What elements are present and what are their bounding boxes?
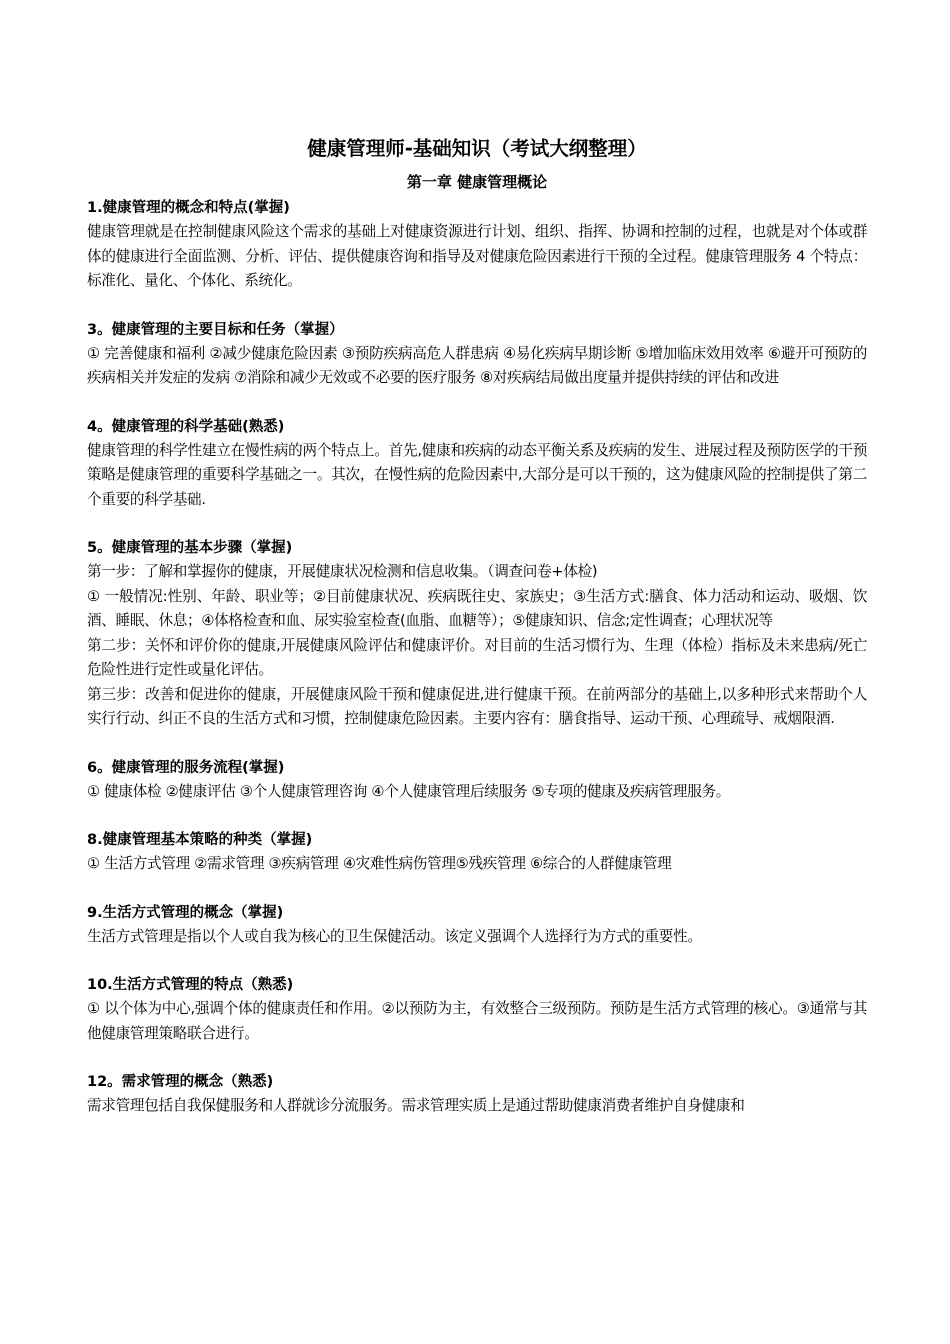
section-heading: 10.生活方式管理的特点（熟悉)	[87, 977, 294, 993]
step-1-paragraph: 第一步：了解和掌握你的健康，开展健康状况检测和信息收集。（调查问卷+体检)	[87, 563, 598, 580]
section-paragraph: ① 完善健康和福利 ②减少健康危险因素 ③预防疾病高危人群患病 ④易化疾病早期诊断 ⑤增加临床效用效率 ⑥避开可预防的疾病相关并发症的发病 ⑦消除和减少无效或不必要的医疗服务 ⑧对疾病结局做出度量并提供持续的评估和改进	[87, 344, 867, 386]
section-heading: 6。健康管理的服务流程(掌握)	[87, 759, 285, 776]
section-heading: 5。健康管理的基本步骤（掌握)	[87, 540, 293, 556]
section-heading: 1.健康管理的概念和特点(掌握)	[87, 200, 290, 216]
section-1-concept	[87, 196, 867, 294]
section-4-science	[87, 415, 867, 513]
document-page	[87, 132, 867, 1119]
section-paragraph: ① 以个体为中心,强调个体的健康责任和作用。②以预防为主，有效整合三级预防。预防是生活方式管理的核心。③通常与其他健康管理策略联合进行。	[87, 1000, 867, 1042]
chapter-title: 第一章 健康管理概论	[406, 173, 548, 191]
section-heading: 9.生活方式管理的概念（掌握)	[87, 904, 284, 921]
section-heading: 12。需求管理的概念（熟悉)	[87, 1074, 274, 1090]
section-6-service-flow	[87, 756, 867, 805]
section-paragraph: ① 健康体检 ②健康评估 ③个人健康管理咨询 ④个人健康管理后续服务 ⑤专项的健康及疾病管理服务。	[87, 782, 731, 800]
section-heading: 8.健康管理基本策略的种类（掌握)	[87, 832, 313, 848]
step-3-paragraph: 第三步：改善和促进你的健康，开展健康风险干预和健康促进,进行健康干预。在前两部分的基础上,以多种形式来帮助个人实行行动、纠正不良的生活方式和习惯，控制健康危险因素。主要内容有：膳食指导、运动干预、心理疏导、戒烟限酒.	[87, 685, 867, 727]
section-paragraph: 健康管理就是在控制健康风险这个需求的基础上对健康资源进行计划、组织、指挥、协调和控制的过程，也就是对个体或群体的健康进行全面监测、分析、评估、提供健康咨询和指导及对健康危险因素进行干预的全过程。健康管理服务 4 个特点：标准化、量化、个体化、系统化。	[87, 223, 867, 289]
section-heading: 4。健康管理的科学基础(熟悉)	[87, 418, 285, 435]
section-5-steps	[87, 536, 867, 732]
section-12-demand-concept	[87, 1070, 867, 1119]
section-paragraph: 健康管理的科学性建立在慢性病的两个特点上。首先,健康和疾病的动态平衡关系及疾病的发生、进展过程及预防医学的干预策略是健康管理的重要科学基础之一。其次，在慢性病的危险因素中,大部分是可以干预的，这为健康风险的控制提供了第二个重要的科学基础.	[87, 441, 867, 508]
step-2-paragraph: 第二步：关怀和评价你的健康,开展健康风险评估和健康评价。对目前的生活习惯行为、生理（体检）指标及未来患病/死亡危险性进行定性或量化评估。	[87, 636, 867, 678]
document-title: 健康管理师-基础知识（考试大纲整理）	[307, 137, 647, 160]
section-paragraph: 需求管理包括自我保健服务和人群就诊分流服务。需求管理实质上是通过帮助健康消费者维护自身健康和	[87, 1097, 745, 1114]
step-1-detail-paragraph: ① 一般情况:性别、年龄、职业等；②目前健康状况、疾病既往史、家族史；③生活方式:膳食、体力活动和运动、吸烟、饮酒、睡眠、休息；④体格检查和血、尿实验室检查(血脂、血糖等）；⑤健康知识、信念;定性调查；心理状况等	[87, 587, 867, 629]
section-paragraph: 生活方式管理是指以个人或自我为核心的卫生保健活动。该定义强调个人选择行为方式的重要性。	[87, 927, 702, 945]
section-9-lifestyle-concept	[87, 901, 867, 950]
section-paragraph: ① 生活方式管理 ②需求管理 ③疾病管理 ④灾难性病伤管理⑤残疾管理 ⑥综合的人群健康管理	[87, 855, 672, 872]
section-10-lifestyle-features	[87, 973, 867, 1046]
section-3-goals	[87, 318, 867, 391]
section-heading: 3。健康管理的主要目标和任务（掌握）	[87, 321, 344, 338]
section-8-strategies	[87, 828, 867, 877]
